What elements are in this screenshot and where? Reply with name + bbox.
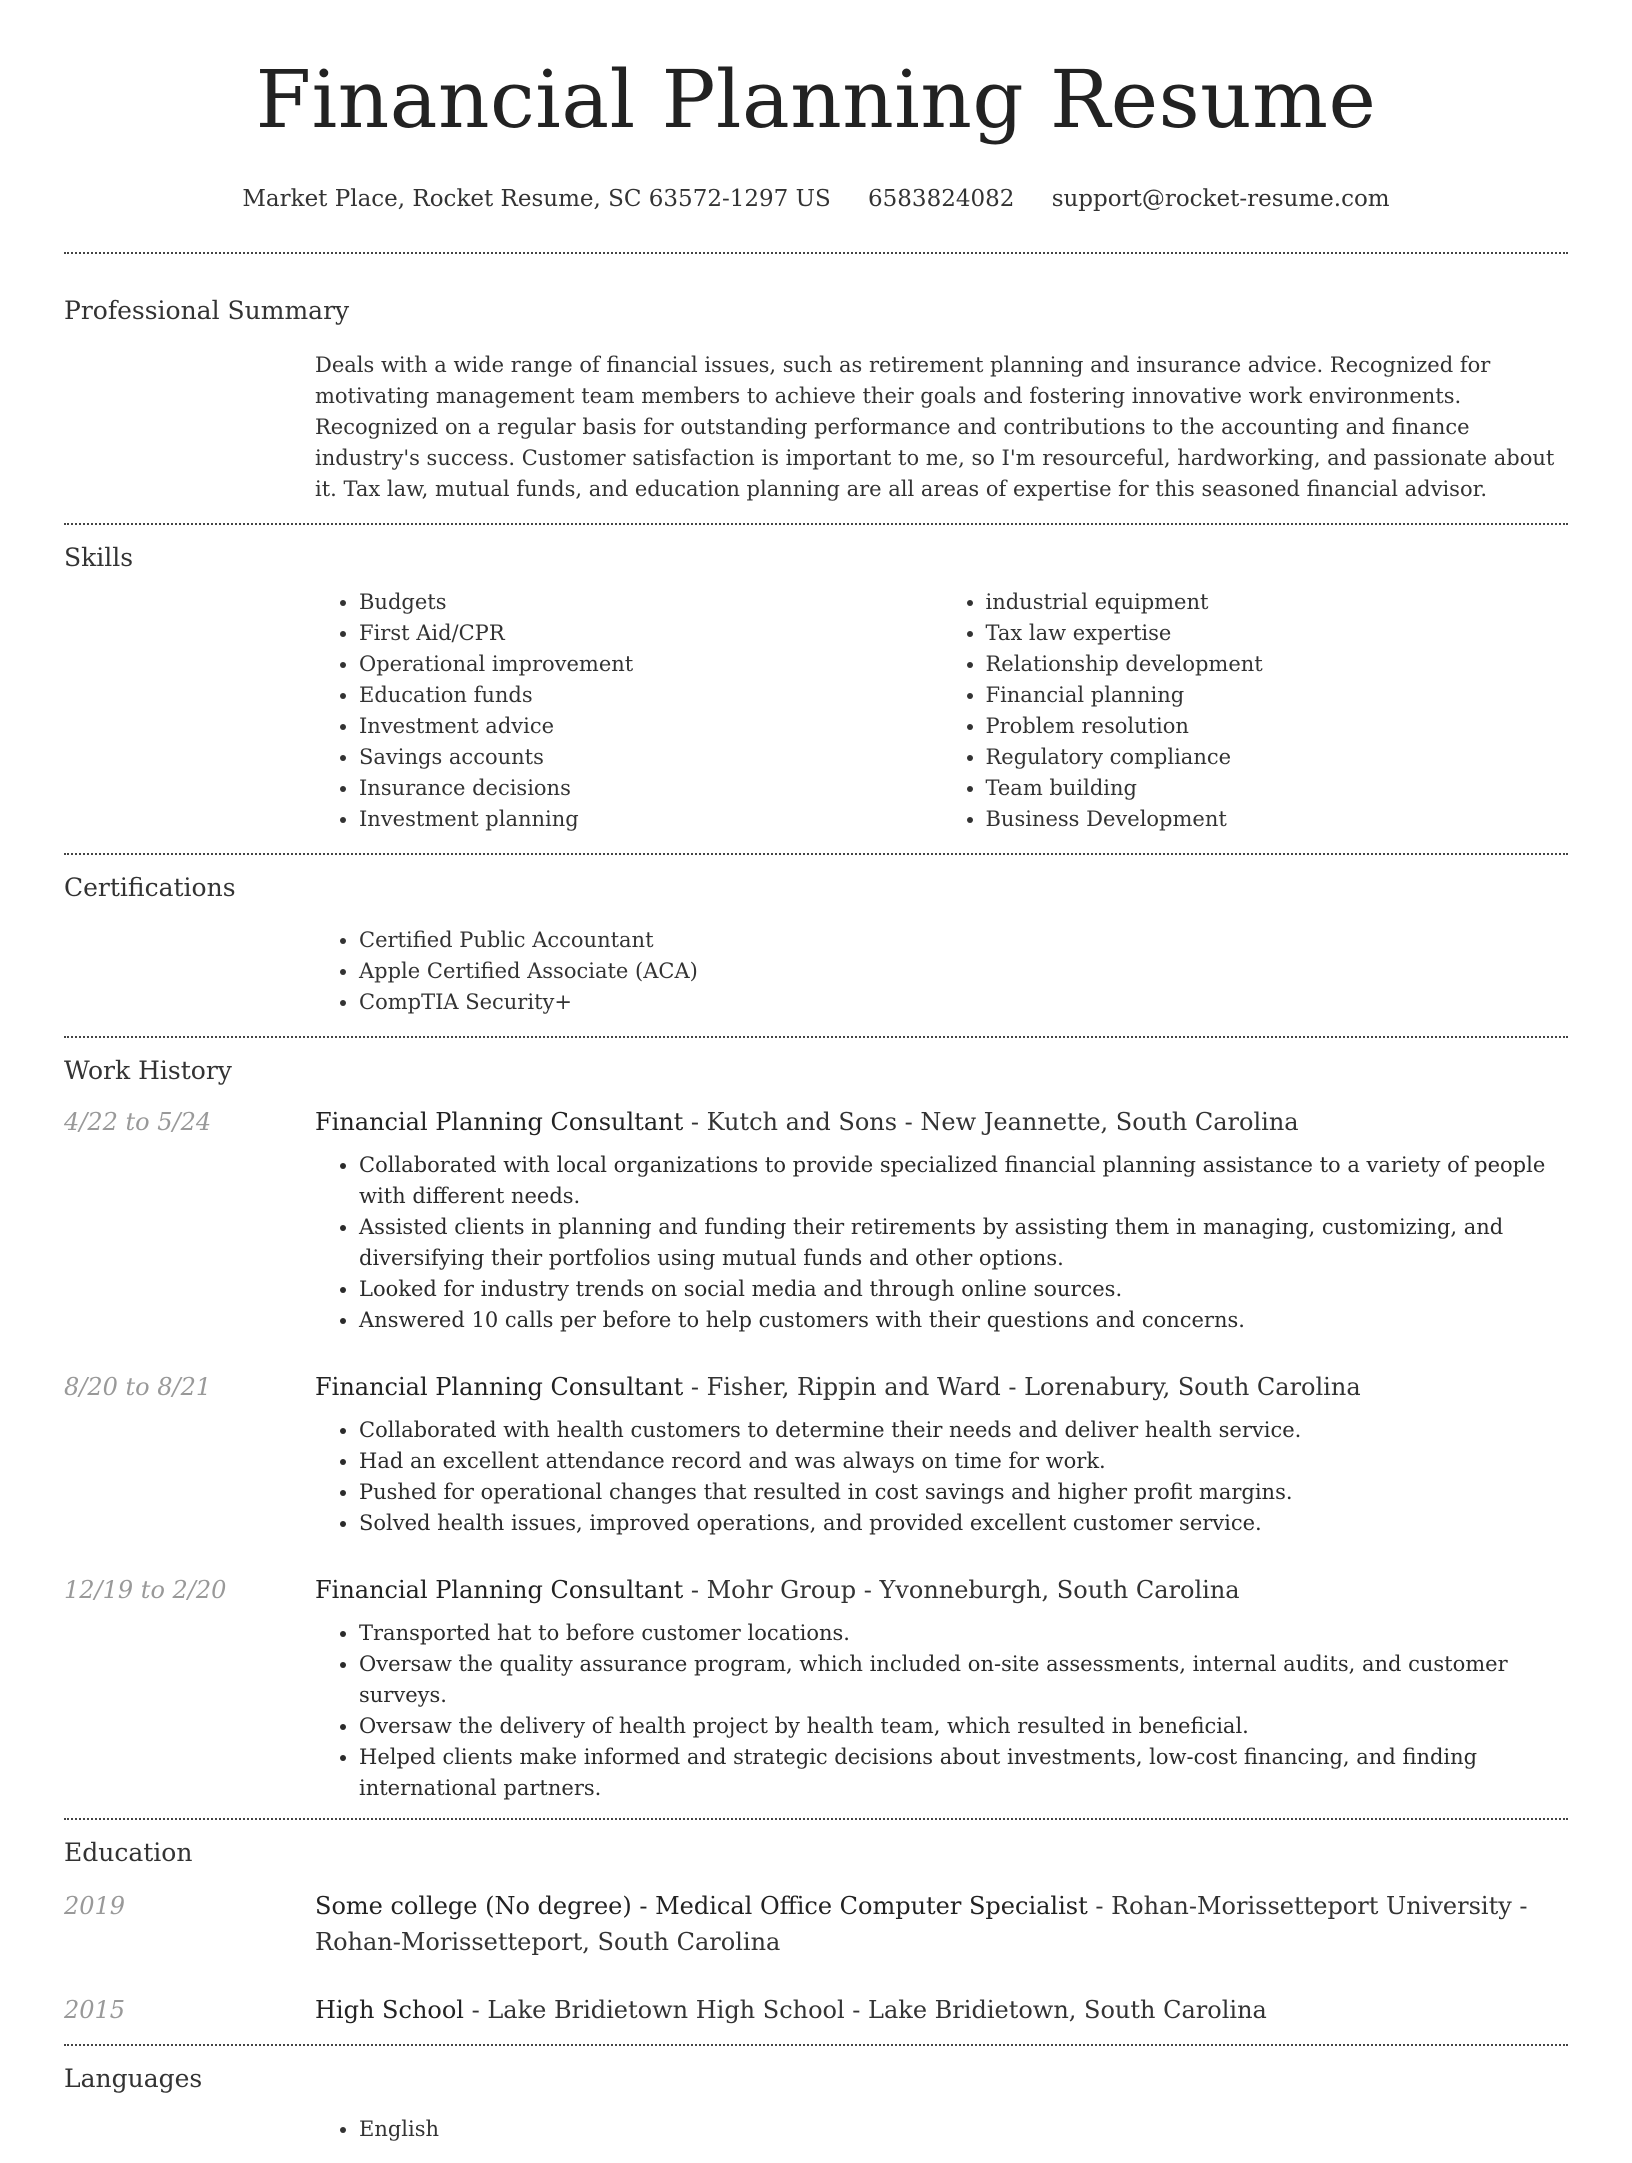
skill-item: • Business Development <box>986 804 1569 835</box>
skills-title: Skills <box>64 543 134 572</box>
job-bullet: • Oversaw the quality assurance program, which included on-site assessments, internal audits, and customer surveys. <box>359 1649 1568 1711</box>
contact-phone: 6583824082 <box>868 186 1015 212</box>
job-bullet: • Oversaw the delivery of health project by health team, which resulted in beneficial. <box>359 1711 1568 1742</box>
job-heading <box>315 1104 1568 1140</box>
skills-column-1 <box>315 587 942 835</box>
education-school: - Lake Bridietown High School - Lake Bridietown, South Carolina <box>463 1996 1267 2024</box>
job-role: Financial Planning Consultant <box>315 1108 684 1136</box>
skill-item: • Problem resolution <box>986 711 1569 742</box>
summary-section <box>64 254 1568 523</box>
job-bullet: • Collaborated with local organizations to provide specialized financial planning assistance to a variety of people with different needs. <box>359 1150 1568 1212</box>
job-role: Financial Planning Consultant <box>315 1373 684 1401</box>
job-entry <box>64 1572 1568 1804</box>
job-body <box>315 1104 1568 1336</box>
certifications-list <box>315 925 1568 1018</box>
skill-item: • Investment planning <box>359 804 942 835</box>
certification-item: • Apple Certified Associate (ACA) <box>359 956 1568 987</box>
job-heading <box>315 1572 1568 1608</box>
contact-address: Market Place, Rocket Resume, SC 63572-1297 US <box>242 186 831 212</box>
job-bullet: • Had an excellent attendance record and was always on time for work. <box>359 1446 1568 1477</box>
education-heading <box>315 1992 1568 2028</box>
education-degree: High School <box>315 1996 464 2024</box>
certifications-title: Certifications <box>64 873 236 902</box>
job-entry <box>64 1369 1568 1539</box>
certification-item: • Certified Public Accountant <box>359 925 1568 956</box>
skill-item: • Relationship development <box>986 649 1569 680</box>
job-bullet: • Pushed for operational changes that resulted in cost savings and higher profit margins. <box>359 1477 1568 1508</box>
education-entry <box>64 1888 1568 1960</box>
skill-item: • First Aid/CPR <box>359 618 942 649</box>
job-employer: - Mohr Group - Yvonneburgh, South Carolina <box>683 1576 1240 1604</box>
job-date: 4/22 to 5/24 <box>64 1108 212 1136</box>
skill-item: • Insurance decisions <box>359 773 942 804</box>
job-heading <box>315 1369 1568 1405</box>
skill-item: • industrial equipment <box>986 587 1569 618</box>
contact-email: support@rocket-resume.com <box>1051 186 1390 212</box>
job-employer: - Kutch and Sons - New Jeannette, South Carolina <box>683 1108 1299 1136</box>
education-date: 2019 <box>64 1892 126 1920</box>
certifications-content <box>315 925 1568 1018</box>
job-entry <box>64 1104 1568 1336</box>
skill-item: • Financial planning <box>986 680 1569 711</box>
skill-item: • Tax law expertise <box>986 618 1569 649</box>
job-role: Financial Planning Consultant <box>315 1576 684 1604</box>
languages-title: Languages <box>64 2064 203 2093</box>
resume-name: Financial Planning Resume <box>255 53 1377 146</box>
job-bullet: • Helped clients make informed and strategic decisions about investments, low-cost financing, and finding international partners. <box>359 1742 1568 1804</box>
skill-item: • Budgets <box>359 587 942 618</box>
job-bullet: • Collaborated with health customers to determine their needs and deliver health service. <box>359 1415 1568 1446</box>
job-body <box>315 1572 1568 1804</box>
contact-line <box>0 184 1632 214</box>
job-date: 8/20 to 8/21 <box>64 1373 212 1401</box>
job-bullets <box>315 1415 1568 1539</box>
skills-column-2 <box>942 587 1569 835</box>
skill-item: • Education funds <box>359 680 942 711</box>
skill-item: • Investment advice <box>359 711 942 742</box>
skill-item: • Team building <box>986 773 1569 804</box>
languages-content <box>315 2114 1568 2145</box>
education-degree: Some college (No degree) - Medical Office Computer Specialist <box>315 1892 1088 1920</box>
languages-section <box>64 2046 1568 2163</box>
education-body <box>315 1992 1568 2028</box>
work-title: Work History <box>64 1056 232 1085</box>
language-item: • English <box>359 2114 1568 2145</box>
education-body <box>315 1888 1568 1960</box>
job-bullets <box>315 1150 1568 1336</box>
certifications-section <box>64 855 1568 1036</box>
skills-list <box>315 587 1568 835</box>
job-body <box>315 1369 1568 1539</box>
job-employer: - Fisher, Rippin and Ward - Lorenabury, South Carolina <box>683 1373 1361 1401</box>
education-title: Education <box>64 1838 193 1867</box>
summary-title: Professional Summary <box>64 296 350 325</box>
education-date: 2015 <box>64 1996 126 2024</box>
education-entry <box>64 1992 1568 2028</box>
skills-section <box>64 525 1568 853</box>
summary-text: Deals with a wide range of financial issues, such as retirement planning and insurance advice. Recognized for motivating management team members to achieve their goals and fostering innovative work environments. Recognized on a regular basis for outstanding performance and contributions to the accounting and finance industry's success. Customer satisfaction is important to me, so I'm resourceful, hardworking, and passionate about it. Tax law, mutual funds, and education planning are all areas of expertise for this seasoned financial advisor. <box>315 353 1555 501</box>
job-date: 12/19 to 2/20 <box>64 1576 227 1604</box>
certification-item: • CompTIA Security+ <box>359 987 1568 1018</box>
languages-list <box>315 2114 1568 2145</box>
job-bullet: • Assisted clients in planning and funding their retirements by assisting them in managing, customizing, and diversifying their portfolios using mutual funds and other options. <box>359 1212 1568 1274</box>
education-school: - Rohan-Morissetteport University - Rohan-Morissetteport, South Carolina <box>315 1892 1528 1956</box>
skill-item: • Regulatory compliance <box>986 742 1569 773</box>
job-bullet: • Looked for industry trends on social media and through online sources. <box>359 1274 1568 1305</box>
job-bullet: • Transported hat to before customer locations. <box>359 1618 1568 1649</box>
education-section <box>64 1820 1568 2044</box>
job-bullet: • Answered 10 calls per before to help customers with their questions and concerns. <box>359 1305 1568 1336</box>
work-section <box>64 1038 1568 1818</box>
job-bullets <box>315 1618 1568 1804</box>
skill-item: • Savings accounts <box>359 742 942 773</box>
job-bullet: • Solved health issues, improved operations, and provided excellent customer service. <box>359 1508 1568 1539</box>
education-heading <box>315 1888 1568 1960</box>
skill-item: • Operational improvement <box>359 649 942 680</box>
